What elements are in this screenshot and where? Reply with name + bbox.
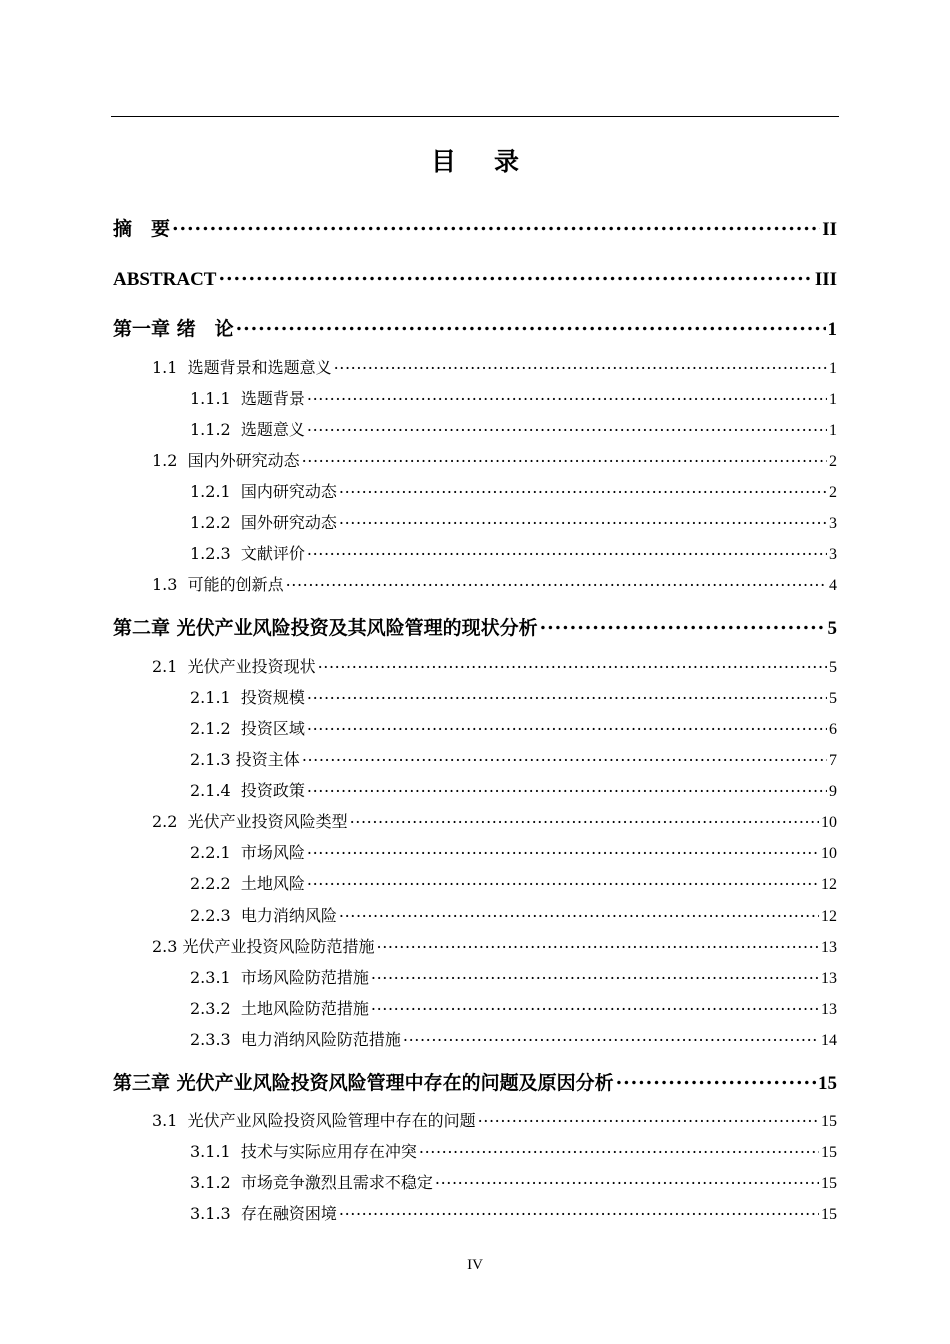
toc-entry-text: 第二章 光伏产业风险投资及其风险管理的现状分析 <box>113 616 538 639</box>
toc-entry-3-1-2[interactable] <box>190 1168 837 1193</box>
toc-leader-dots <box>307 415 827 435</box>
toc-leader-dots <box>339 508 827 528</box>
toc-leader-dots <box>172 211 820 235</box>
toc-leader-dots <box>218 261 812 285</box>
toc-entry-chapter-1[interactable] <box>113 311 837 341</box>
toc-entry-text: 1.2.3 文献评价 <box>190 544 305 563</box>
toc-entry-page: 15 <box>821 1113 837 1130</box>
toc-entry-text: 2.3.1 市场风险防范措施 <box>190 968 369 987</box>
toc-entry-text: 2.3 光伏产业投资风险防范措施 <box>152 937 375 956</box>
toc-entry-page: 15 <box>818 1072 837 1094</box>
toc-entry-3-1-1[interactable] <box>190 1137 837 1162</box>
toc-leader-dots <box>307 539 827 559</box>
toc-entry-1-1[interactable] <box>152 353 837 378</box>
toc-entry-1-2[interactable] <box>152 446 837 471</box>
toc-entry-page: 5 <box>829 690 837 707</box>
toc-entry-page: 15 <box>821 1206 837 1223</box>
toc-entry-page: 7 <box>829 752 837 769</box>
toc-entry-page: 3 <box>829 546 837 563</box>
toc-entry-abstract-en[interactable] <box>113 261 837 291</box>
toc-entry-text: 2.2.2 土地风险 <box>190 874 305 893</box>
toc-entry-text: 1.1.2 选题意义 <box>190 420 305 439</box>
toc-entry-1-2-2[interactable] <box>190 508 837 533</box>
toc-leader-dots <box>371 963 819 983</box>
page-number: IV <box>467 1257 483 1273</box>
toc-entry-1-1-1[interactable] <box>190 384 837 409</box>
toc-entry-2-3-1[interactable] <box>190 963 837 988</box>
toc-entry-text: 3.1 光伏产业风险投资风险管理中存在的问题 <box>152 1111 476 1130</box>
toc-entry-2-3-2[interactable] <box>190 994 837 1019</box>
toc-entry-1-1-2[interactable] <box>190 415 837 440</box>
toc-entry-page: 9 <box>829 783 837 800</box>
toc-leader-dots <box>307 384 827 404</box>
toc-entry-page: 10 <box>821 814 837 831</box>
toc-entry-text: 2.3.2 土地风险防范措施 <box>190 999 369 1018</box>
toc-leader-dots <box>350 807 819 827</box>
toc-entry-2-2[interactable] <box>152 807 837 832</box>
toc-leader-dots <box>307 776 827 796</box>
toc-entry-text: 1.1.1 选题背景 <box>190 389 305 408</box>
toc-leader-dots <box>419 1137 819 1157</box>
toc-entry-text: 1.2 国内外研究动态 <box>152 451 300 470</box>
toc-entry-1-2-3[interactable] <box>190 539 837 564</box>
toc-entry-abstract-cn[interactable] <box>113 211 837 241</box>
toc-entry-page: 15 <box>821 1175 837 1192</box>
toc-entry-text: 3.1.3 存在融资困境 <box>190 1204 337 1223</box>
toc-entry-2-1-1[interactable] <box>190 683 837 708</box>
toc-entry-2-3[interactable] <box>152 932 837 957</box>
toc-entry-text: 1.2.2 国外研究动态 <box>190 513 337 532</box>
toc-entry-chapter-2[interactable] <box>113 610 837 640</box>
toc-leader-dots <box>435 1168 819 1188</box>
toc-leader-dots <box>339 901 819 921</box>
toc-leader-dots <box>307 683 827 703</box>
toc-entry-3-1-3[interactable] <box>190 1199 837 1224</box>
toc-leader-dots <box>302 745 827 765</box>
toc-entry-chapter-3[interactable] <box>113 1065 837 1095</box>
toc-entry-text: 2.2 光伏产业投资风险类型 <box>152 812 348 831</box>
toc-entry-text: 3.1.2 市场竞争激烈且需求不稳定 <box>190 1173 433 1192</box>
toc-entry-page: 3 <box>829 515 837 532</box>
toc-entry-text: 1.2.1 国内研究动态 <box>190 482 337 501</box>
toc-entry-page: 1 <box>829 422 837 439</box>
toc-entry-text: ABSTRACT <box>113 268 217 290</box>
toc-leader-dots <box>371 994 819 1014</box>
toc-entry-page: 1 <box>829 391 837 408</box>
toc-leader-dots <box>339 1199 819 1219</box>
toc-entry-page: 12 <box>821 908 837 925</box>
toc-entry-page: 2 <box>829 484 837 501</box>
toc-entry-1-2-1[interactable] <box>190 477 837 502</box>
toc-entry-2-2-1[interactable] <box>190 838 837 863</box>
toc-entry-2-1[interactable] <box>152 652 837 677</box>
toc-entry-page: 12 <box>821 876 837 893</box>
toc-entry-2-1-2[interactable] <box>190 714 837 739</box>
toc-entry-3-1[interactable] <box>152 1106 837 1131</box>
toc-entry-text: 1.1 选题背景和选题意义 <box>152 358 332 377</box>
toc-entry-page: 5 <box>829 659 837 676</box>
toc-entry-text: 2.3.3 电力消纳风险防范措施 <box>190 1030 401 1049</box>
toc-entry-page: 6 <box>829 721 837 738</box>
toc-entry-page: 15 <box>821 1144 837 1161</box>
toc-leader-dots <box>616 1065 816 1089</box>
toc-entry-page: 10 <box>821 845 837 862</box>
toc-entry-1-3[interactable] <box>152 570 837 595</box>
toc-entry-text: 2.1.2 投资区域 <box>190 719 305 738</box>
toc-entry-page: 1 <box>827 318 837 340</box>
toc-entry-page: 13 <box>821 939 837 956</box>
toc-entry-2-2-3[interactable] <box>190 901 837 926</box>
toc-leader-dots <box>318 652 827 672</box>
toc-entry-page: 14 <box>821 1032 837 1049</box>
toc-entry-page: 4 <box>829 577 837 594</box>
toc-leader-dots <box>286 570 827 590</box>
toc-leader-dots <box>307 838 819 858</box>
toc-leader-dots <box>403 1025 819 1045</box>
toc-leader-dots <box>236 311 826 335</box>
toc-entry-2-1-3[interactable] <box>190 745 837 770</box>
toc-entry-text: 2.2.3 电力消纳风险 <box>190 906 337 925</box>
toc-entry-text: 第三章 光伏产业风险投资风险管理中存在的问题及原因分析 <box>113 1071 614 1094</box>
toc-entry-page: 2 <box>829 453 837 470</box>
toc-entry-text: 摘 要 <box>113 217 171 240</box>
toc-leader-dots <box>339 477 827 497</box>
toc-entry-page: 13 <box>821 970 837 987</box>
toc-leader-dots <box>334 353 827 373</box>
toc-entry-page: III <box>814 268 837 290</box>
toc-entry-2-1-4[interactable] <box>190 776 837 801</box>
toc-entry-text: 2.1.1 投资规模 <box>190 688 305 707</box>
toc-entry-2-3-3[interactable] <box>190 1025 837 1050</box>
toc-entry-page: II <box>822 218 837 240</box>
toc-entry-text: 2.1.3 投资主体 <box>190 750 300 769</box>
toc-leader-dots <box>302 446 827 466</box>
toc-entry-page: 1 <box>829 360 837 377</box>
toc-entry-text: 1.3 可能的创新点 <box>152 575 284 594</box>
toc-entry-2-2-2[interactable] <box>190 869 837 894</box>
toc-leader-dots <box>540 610 826 634</box>
page-title: 目录 <box>430 147 557 176</box>
toc-entry-page: 5 <box>827 617 837 639</box>
toc-entry-page: 13 <box>821 1001 837 1018</box>
toc-entry-text: 2.1 光伏产业投资现状 <box>152 657 316 676</box>
toc-leader-dots <box>307 869 819 889</box>
toc-leader-dots <box>307 714 827 734</box>
toc-leader-dots <box>478 1106 819 1126</box>
toc-entry-text: 2.2.1 市场风险 <box>190 843 305 862</box>
toc-entry-text: 2.1.4 投资政策 <box>190 781 305 800</box>
toc-entry-text: 第一章 绪 论 <box>113 317 234 340</box>
toc-leader-dots <box>377 932 819 952</box>
toc-entry-text: 3.1.1 技术与实际应用存在冲突 <box>190 1142 417 1161</box>
